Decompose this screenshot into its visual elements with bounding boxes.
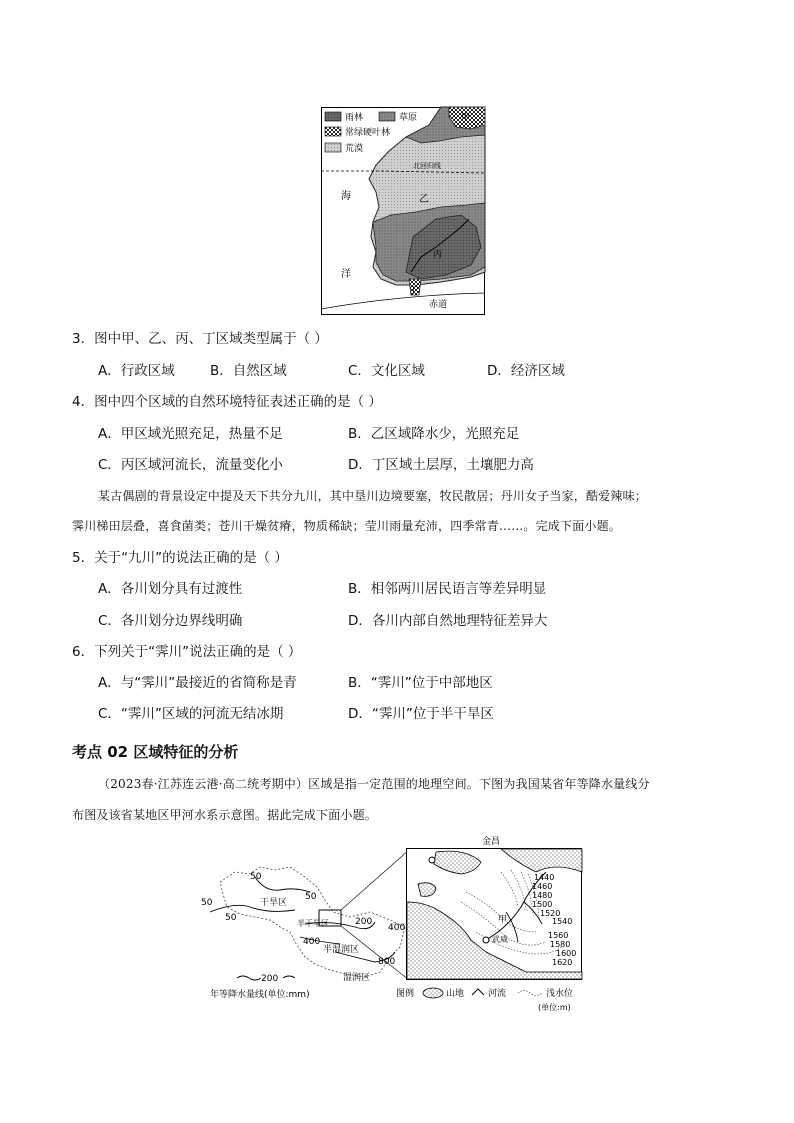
legend-desert: 荒漠: [345, 144, 364, 154]
section-heading: 考点 02 区域特征的分析: [72, 743, 239, 761]
q5-option-a[interactable]: A．各川划分具有过渡性: [98, 581, 243, 597]
contour-1440: 1440: [534, 873, 555, 882]
contour-1600: 1600: [556, 949, 577, 958]
q6-option-a[interactable]: A．与“霁川”最接近的省简称是青: [98, 675, 297, 691]
q3-option-d[interactable]: D．经济区域: [487, 363, 565, 379]
legend-river: 河流: [488, 989, 507, 999]
question-4-stem: 4．图中四个区域的自然环境特征表述正确的是（ ）: [72, 394, 382, 410]
caption-value: 200: [261, 974, 279, 984]
legend-unit: (单位:m): [538, 1003, 571, 1012]
q4-option-b[interactable]: B．乙区域降水少，光照充足: [348, 426, 520, 442]
isoline-value-6: 400: [303, 937, 321, 947]
question-5-stem: 5．关于“九川”的说法正确的是（ ）: [72, 550, 288, 566]
passage-2-line-1: （2023春·江苏连云港·高二统考期中）区域是指一定范围的地理空间。下图为我国某省年等降水量线分: [98, 777, 650, 791]
contour-1460: 1460: [532, 882, 553, 891]
q5-option-c[interactable]: C．各川划分边界线明确: [98, 613, 243, 629]
passage-2-line-2: 布图及该省某地区甲河水系示意图。据此完成下面小题。: [72, 808, 378, 822]
label-tropic: 北回归线: [413, 162, 441, 170]
label-jia: 甲: [461, 113, 471, 123]
q6-option-b[interactable]: B．“霁川”位于中部地区: [348, 675, 493, 691]
label-equator: 赤道: [429, 300, 448, 310]
caption-isoline: 年等降水量线(单位:mm): [210, 990, 310, 1000]
question-6-stem: 6．下列关于“霁川”说法正确的是（ ）: [72, 644, 302, 660]
legend-mountain: 山地: [446, 989, 465, 999]
isoline-value-4: 50: [225, 913, 237, 923]
zone-semi-dry: 半干旱区: [297, 919, 329, 928]
contour-1580: 1580: [550, 940, 571, 949]
precipitation-isoline-map: [195, 832, 410, 1002]
contour-1540: 1540: [552, 917, 573, 926]
q5-option-d[interactable]: D．各川内部自然地理特征差异大: [348, 613, 548, 629]
legend-sclerophyll: 常绿硬叶林: [345, 128, 391, 138]
isoline-value-7: 400: [388, 923, 406, 933]
q4-option-a[interactable]: A．甲区域光照充足，热量不足: [98, 426, 283, 442]
contour-1620: 1620: [552, 958, 573, 967]
isoline-value-5: 200: [355, 917, 373, 927]
city-wuwei: 武威: [492, 935, 508, 944]
zone-dry: 干旱区: [260, 898, 288, 908]
q6-option-d[interactable]: D．“霁川”位于半干旱区: [348, 706, 494, 722]
legend-shallow-water: 浅水位: [546, 989, 574, 999]
legend-title: 图例: [396, 989, 415, 999]
q3-option-b[interactable]: B．自然区域: [210, 363, 287, 379]
label-ocean1: 海: [341, 191, 351, 202]
contour-1560: 1560: [548, 931, 569, 940]
isoline-value-3: 50: [305, 892, 317, 902]
vegetation-region-map: [321, 107, 485, 315]
label-yi: 乙: [419, 194, 429, 205]
q6-option-c[interactable]: C．“霁川”区域的河流无结冰期: [98, 706, 284, 722]
isoline-value-1: 50: [250, 872, 262, 882]
passage-1-line-2: 霁川梯田层叠，喜食菌类；苍川干燥贫瘠，物质稀缺；莹川雨量充沛，四季常青……。完成下面小题。: [72, 519, 622, 533]
label-bing: 丙: [433, 250, 443, 260]
city-jinchang: 金昌: [482, 837, 501, 847]
q4-option-d[interactable]: D．丁区域土层厚，土壤肥力高: [348, 457, 534, 473]
legend-rainforest: 雨林: [345, 113, 364, 123]
legend-grassland: 草原: [399, 113, 418, 123]
q3-option-c[interactable]: C．文化区域: [348, 363, 425, 379]
q5-option-b[interactable]: B．相邻两川居民语言等差异明显: [348, 581, 547, 597]
label-ding: 丁: [409, 286, 419, 296]
q4-option-c[interactable]: C．丙区域河流长，流量变化小: [98, 457, 283, 473]
question-3-stem: 3．图中甲、乙、丙、丁区域类型属于（ ）: [72, 331, 328, 347]
passage-1-line-1: 某古偶剧的背景设定中提及天下共分九川，其中垦川边境要塞，牧民散居；丹川女子当家，酷爱辣味；: [98, 489, 648, 503]
contour-1520: 1520: [540, 909, 561, 918]
river-jia-label: 甲: [498, 915, 508, 925]
isoline-value-2: 50: [201, 898, 213, 908]
q3-option-a[interactable]: A．行政区域: [98, 363, 175, 379]
contour-1500: 1500: [532, 900, 553, 909]
contour-1480: 1480: [532, 891, 553, 900]
zone-wet: 湿润区: [343, 973, 371, 983]
zone-semi-wet: 半湿润区: [323, 945, 360, 955]
isoline-value-8: 800: [378, 957, 396, 967]
label-ocean2: 洋: [341, 269, 351, 280]
